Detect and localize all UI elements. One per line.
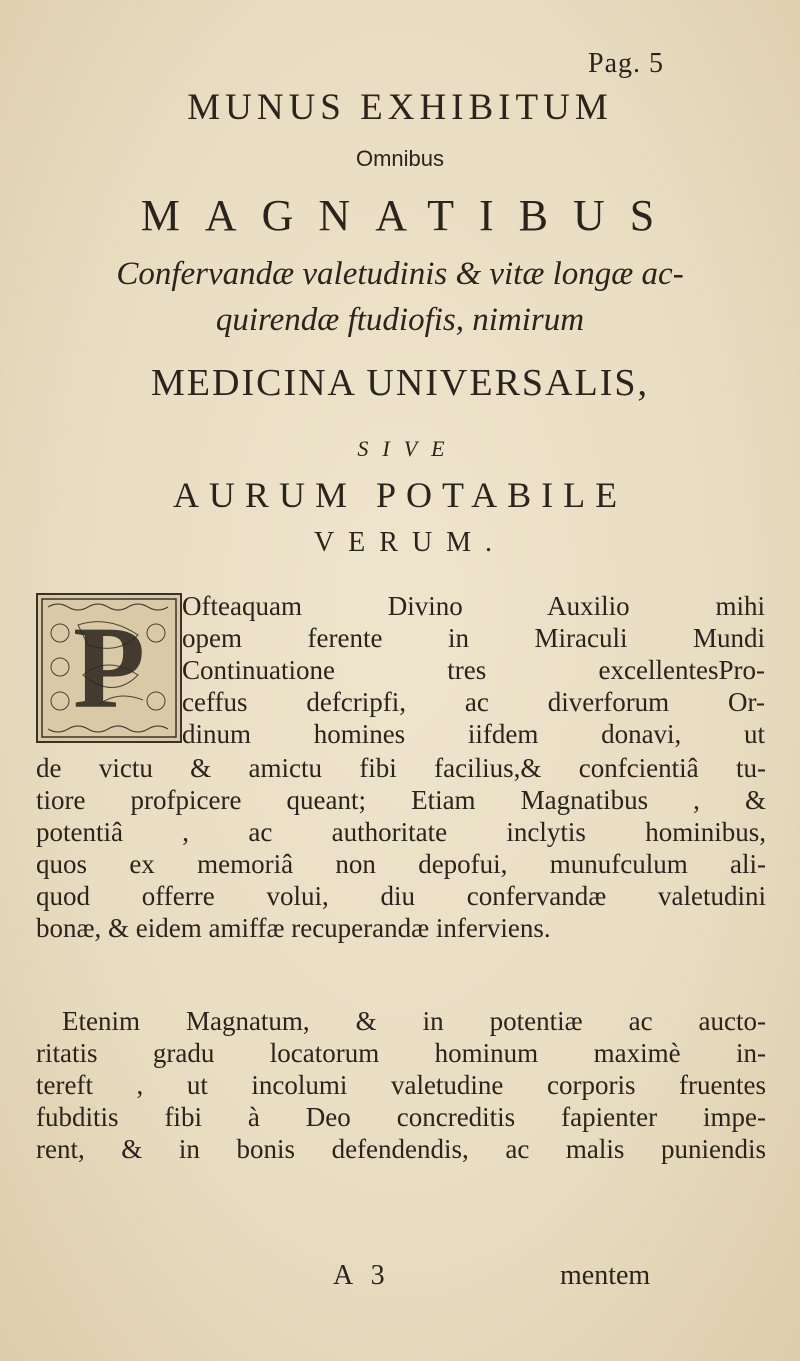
text-line: ceffus defcripfi, ac diverforum Or- (182, 687, 765, 717)
title-line-medicina: MEDICINA UNIVERSALIS, (151, 362, 649, 404)
title-line-munus: MUNUS EXHIBITUM (187, 87, 613, 128)
text-line: fubditis fibi à Deo concreditis fapienter impe- (36, 1102, 766, 1132)
title-line-omnibus: Omnibus (355, 146, 445, 171)
paragraph-2 (36, 1005, 766, 1165)
decorated-initial-p-icon (38, 595, 180, 741)
paragraph-1-indented (182, 590, 765, 750)
text-line: Continuatione tres excellentesPro- (182, 655, 765, 685)
catchword: mentem (560, 1260, 651, 1291)
text-line: ritatis gradu locatorum hominum maximè in- (36, 1038, 766, 1068)
text-line: rent, & in bonis defendendis, ac malis puniendis (36, 1134, 766, 1164)
svg-text:P: P (72, 602, 146, 733)
title-line-italic-1: Confervandæ valetudinis & vitæ longæ ac- (116, 256, 684, 292)
text-line: dinum homines iifdem donavi, ut (182, 719, 765, 749)
text-line: de victu & amictu fibi facilius,& confcientiâ tu- (36, 753, 766, 783)
title-line-magnatibus: MAGNATIBUS (140, 191, 680, 240)
title-line-aurum: AURUM POTABILE (172, 475, 628, 515)
title-line-sive: SIVE (357, 436, 459, 461)
text-line: bonæ, & eidem amiffæ recuperandæ inferviens. (36, 913, 551, 943)
text-line: Etenim Magnatum, & in potentiæ ac aucto- (62, 1006, 766, 1036)
text-line: tiore profpicere queant; Etiam Magnatibus , & (36, 785, 766, 815)
title-line-verum: VERUM. (313, 527, 507, 558)
page-number: Pag. 5 (588, 48, 664, 79)
signature-mark: A 3 (333, 1260, 391, 1291)
text-line: quos ex memoriâ non depofui, munufculum ali- (36, 849, 766, 879)
text-line: Ofteaquam Divino Auxilio mihi (182, 591, 765, 621)
text-line: quod offerre volui, diu confervandæ valetudini (36, 881, 766, 911)
paragraph-1-full (36, 752, 766, 944)
text-line: tereft , ut incolumi valetudine corporis fruentes (36, 1070, 766, 1100)
title-line-italic-2: quirendæ ftudiofis, nimirum (215, 302, 585, 338)
decorated-initial (36, 593, 182, 743)
text-line: potentiâ , ac authoritate inclytis hominibus, (36, 817, 766, 847)
text-line: opem ferente in Miraculi Mundi (182, 623, 765, 653)
